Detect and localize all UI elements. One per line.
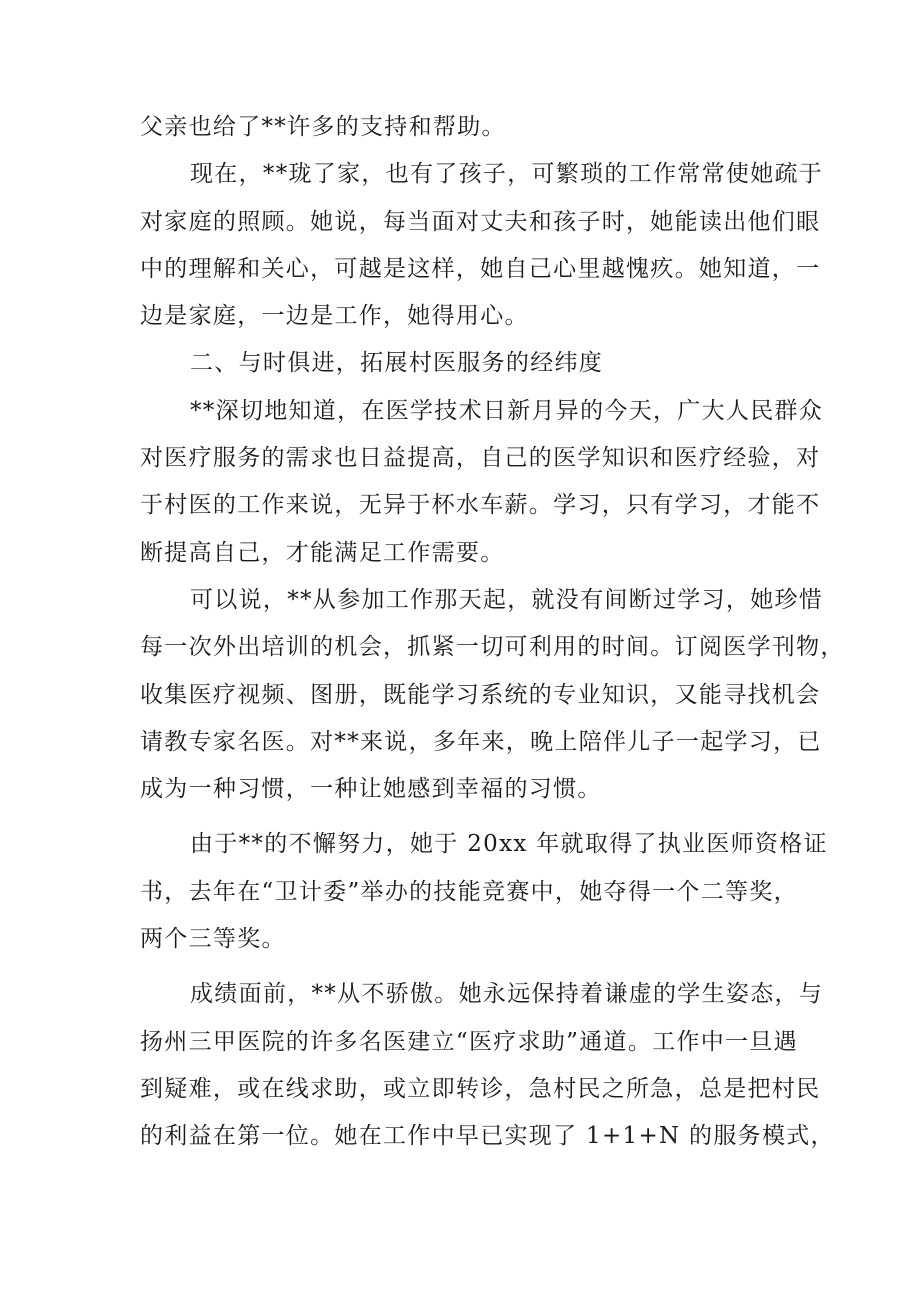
text-line: 成绩面前，**从不骄傲。她永远保持着谦虚的学生姿态，与 — [190, 981, 824, 1008]
text-line: 书，去年在“卫计委”举办的技能竞赛中，她夺得一个二等奖， — [140, 878, 798, 905]
text-line: 两个三等奖。 — [140, 926, 286, 953]
text-line: 可以说，**从参加工作那天起，就没有间断过学习，她珍惜 — [190, 586, 824, 613]
text-line: 到疑难，或在线求助，或立即转诊，急村民之所急，总是把村民 — [140, 1075, 821, 1102]
text-line: 对家庭的照顾。她说，每当面对丈夫和孩子时，她能读出他们眼 — [140, 208, 821, 235]
text-line: 请教专家名医。对**来说，多年来，晚上陪伴儿子一起学习，已 — [140, 728, 822, 755]
text-line: 边是家庭，一边是工作，她得用心。 — [140, 303, 529, 330]
text-line: 成为一种习惯，一种让她感到幸福的习惯。 — [140, 776, 602, 803]
text-line: 对医疗服务的需求也日益提高，自己的医学知识和医疗经验，对 — [140, 445, 821, 472]
text-line: 每一次外出培训的机会，抓紧一切可利用的时间。订阅医学刊物， — [140, 634, 845, 661]
text-line: 由于**的不懈努力，她于 20xx 年就取得了执业医师资格证 — [190, 831, 828, 858]
text-line: 收集医疗视频、图册，既能学习系统的专业知识，又能寻找机会 — [140, 681, 821, 708]
text-line: 于村医的工作来说，无异于杯水车薪。学习，只有学习，才能不 — [140, 492, 821, 519]
text-line: 父亲也给了**许多的支持和帮助。 — [140, 114, 506, 140]
text-line: **深切地知道，在医学技术日新月异的今天，广大人民群众 — [190, 397, 824, 424]
section-heading: 二、与时俱进，拓展村医服务的经纬度 — [190, 350, 604, 377]
document-body — [140, 104, 845, 1161]
text-line: 中的理解和关心，可越是这样，她自己心里越愧疚。她知道，一 — [140, 255, 821, 282]
text-line: 的利益在第一位。她在工作中早已实现了 1+1+N 的服务模式， — [140, 1123, 835, 1150]
text-line: 断提高自己，才能满足工作需要。 — [140, 539, 505, 566]
text-line: 现在，**珑了家，也有了孩子，可繁琐的工作常常使她疏于 — [190, 161, 824, 188]
text-line: 扬州三甲医院的许多名医建立“医疗求助”通道。工作中一旦遇 — [140, 1028, 798, 1055]
